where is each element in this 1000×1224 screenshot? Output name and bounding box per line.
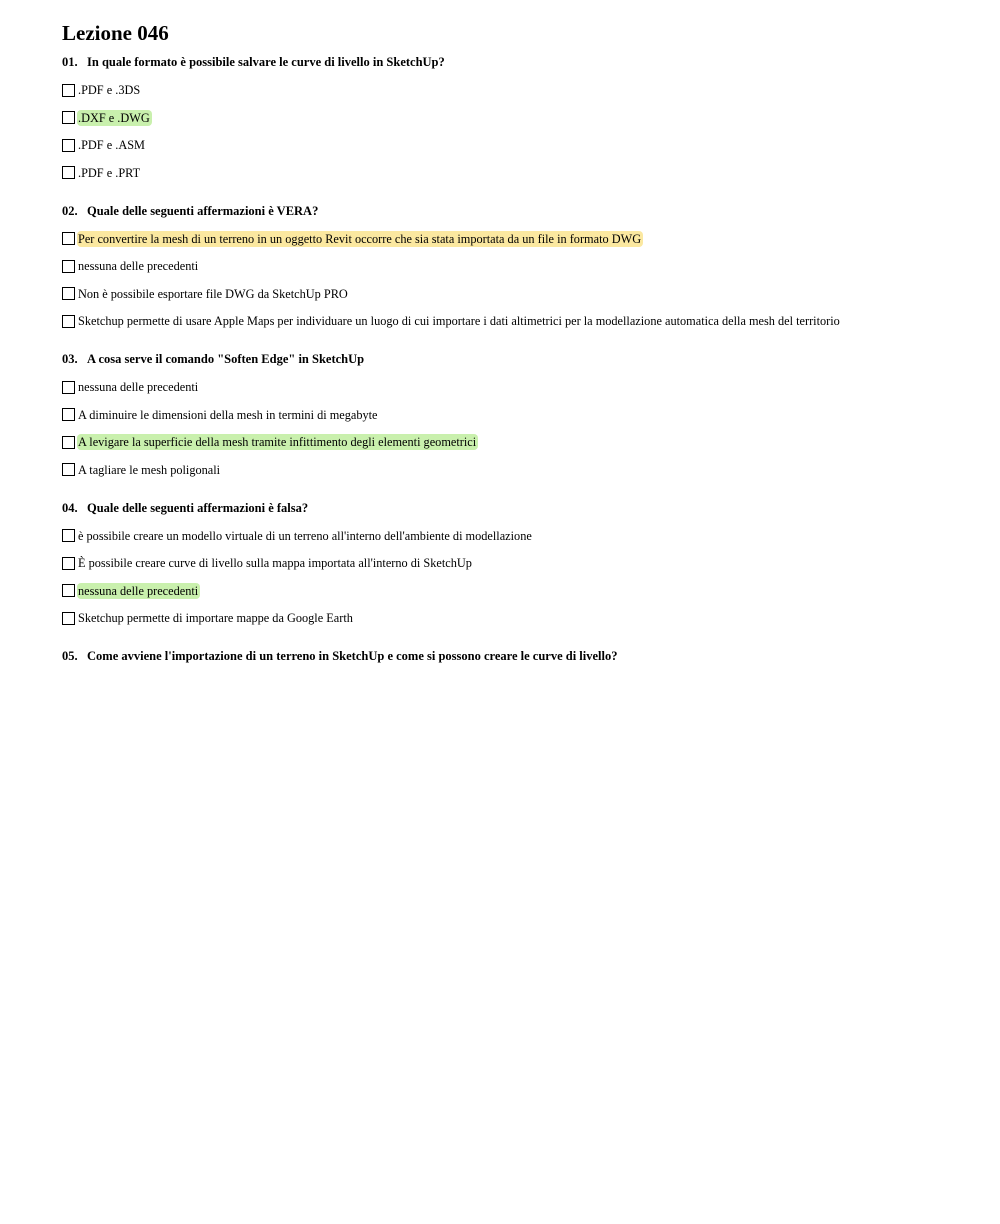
question-list [62, 55, 962, 664]
answer-option[interactable] [62, 231, 962, 247]
question-number: 03. [62, 352, 78, 366]
question-label: Quale delle seguenti affermazioni è falsa? [87, 500, 309, 515]
question-text [62, 352, 962, 367]
answer-checkbox[interactable] [62, 315, 75, 328]
answer-label: Per convertire la mesh di un terreno in un oggetto Revit occorre che sia stata importata da un file in formato DWG [78, 231, 642, 246]
question-02 [62, 204, 962, 330]
answer-label: Sketchup permette di importare mappe da Google Earth [78, 611, 353, 625]
answer-option[interactable] [62, 434, 962, 450]
question-label: Quale delle seguenti affermazioni è VERA? [87, 203, 319, 218]
answer-label: È possibile creare curve di livello sulla mappa importata all'interno di SketchUp [78, 556, 472, 570]
answer-checkbox[interactable] [62, 612, 75, 625]
answer-option[interactable] [62, 137, 962, 153]
answer-option[interactable] [62, 286, 962, 302]
answer-checkbox[interactable] [62, 557, 75, 570]
answer-option[interactable] [62, 313, 962, 329]
answer-checkbox[interactable] [62, 260, 75, 273]
document-page [62, 20, 962, 687]
answer-label: Non è possibile esportare file DWG da SketchUp PRO [78, 286, 348, 301]
question-number: 05. [62, 649, 78, 663]
answer-option[interactable] [62, 528, 962, 544]
answer-label: A diminuire le dimensioni della mesh in termini di megabyte [78, 407, 378, 422]
question-01 [62, 55, 962, 181]
answer-option[interactable] [62, 555, 962, 571]
answer-option[interactable] [62, 165, 962, 181]
question-05 [62, 649, 962, 664]
answer-option[interactable] [62, 258, 962, 274]
document-title: Lezione 046 [62, 21, 169, 45]
answer-option[interactable] [62, 610, 962, 626]
answer-option[interactable] [62, 110, 962, 126]
answer-label: .DXF e .DWG [78, 110, 150, 125]
answer-checkbox[interactable] [62, 166, 75, 179]
answer-label: .PDF e .PRT [78, 165, 141, 180]
question-label: In quale formato è possibile salvare le curve di livello in SketchUp? [87, 55, 445, 69]
question-number: 04. [62, 500, 78, 515]
answer-checkbox[interactable] [62, 436, 75, 449]
answer-option[interactable] [62, 583, 962, 599]
question-text [62, 501, 962, 516]
answer-checkbox[interactable] [62, 584, 75, 597]
answer-label: nessuna delle precedenti [78, 259, 199, 273]
answer-option[interactable] [62, 407, 962, 423]
answer-label: A tagliare le mesh poligonali [78, 462, 221, 477]
answer-checkbox[interactable] [62, 84, 75, 97]
answer-label: Sketchup permette di usare Apple Maps per individuare un luogo di cui importare i dati altimetrici per la modellazione automatica della mesh del territorio [78, 314, 840, 328]
answer-option[interactable] [62, 462, 962, 478]
answer-label: è possibile creare un modello virtuale di un terreno all'interno dell'ambiente di modellazione [78, 528, 532, 543]
question-label: A cosa serve il comando "Soften Edge" in SketchUp [87, 352, 365, 366]
question-text [62, 55, 962, 70]
answer-label: A levigare la superficie della mesh tramite infittimento degli elementi geometrici [78, 435, 477, 449]
question-label: Come avviene l'importazione di un terreno in SketchUp e come si possono creare le curve di livello? [87, 649, 618, 663]
answer-checkbox[interactable] [62, 287, 75, 300]
answer-label: nessuna delle precedenti [78, 583, 199, 598]
question-03 [62, 352, 962, 478]
question-text [62, 649, 962, 664]
answer-checkbox[interactable] [62, 529, 75, 542]
answer-checkbox[interactable] [62, 111, 75, 124]
answer-option[interactable] [62, 379, 962, 395]
question-number: 02. [62, 203, 78, 218]
question-text [62, 204, 962, 219]
answer-checkbox[interactable] [62, 139, 75, 152]
answer-label: .PDF e .3DS [78, 83, 141, 97]
answer-option[interactable] [62, 82, 962, 98]
question-number: 01. [62, 55, 78, 69]
question-04 [62, 501, 962, 627]
answer-checkbox[interactable] [62, 408, 75, 421]
answer-label: nessuna delle precedenti [78, 380, 199, 394]
answer-checkbox[interactable] [62, 381, 75, 394]
answer-checkbox[interactable] [62, 232, 75, 245]
answer-checkbox[interactable] [62, 463, 75, 476]
answer-label: .PDF e .ASM [78, 138, 145, 152]
